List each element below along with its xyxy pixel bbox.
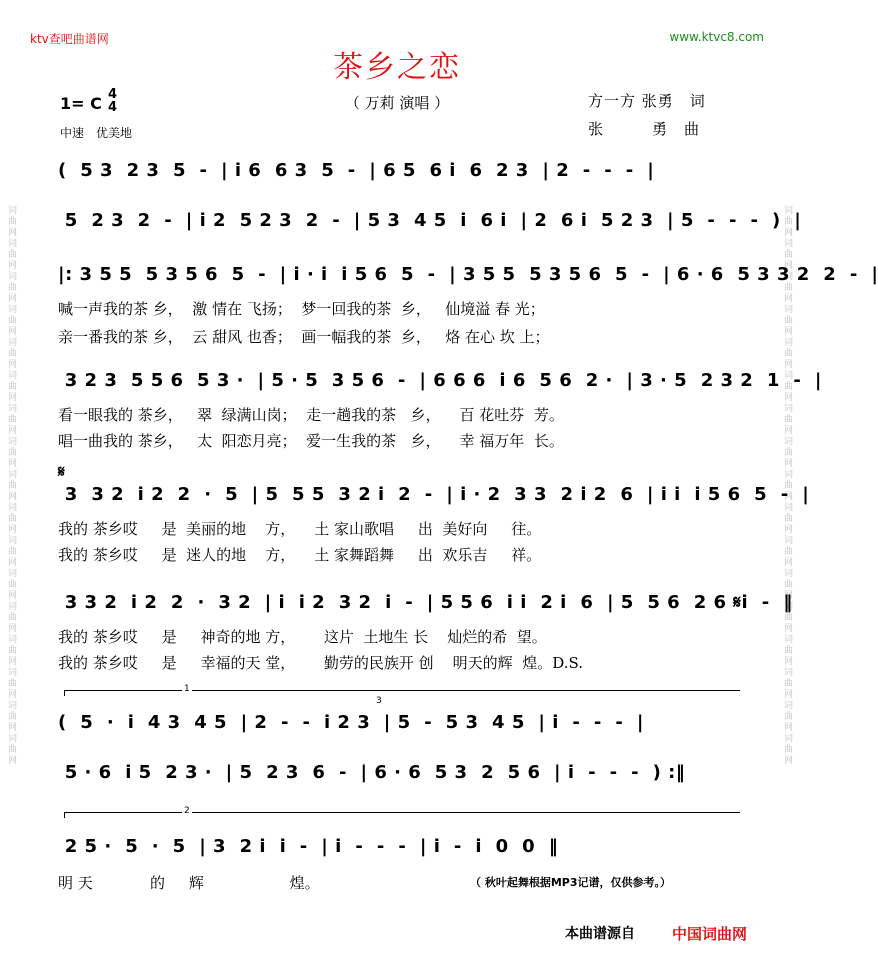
- triplet-mark: 3: [376, 696, 382, 706]
- lyricist-credit: 方一方 张勇 词: [588, 92, 706, 110]
- time-signature-top: 4: [108, 87, 118, 102]
- lyric-line-3-verse-2: 亲一番我的茶 乡， 云 甜风 也香； 画一幅我的茶 乡， 烙 在心 坎 上；: [58, 328, 550, 346]
- time-signature-bottom: 4: [108, 100, 118, 115]
- lyric-line-6-verse-1: 我的 茶乡哎 是 神奇的地 方， 这片 土地生 长 灿烂的希 望。: [58, 628, 547, 646]
- side-watermark-left: 词曲网词曲网词曲网词曲网词曲网词曲网词曲网词曲网词曲网词曲网词曲网词曲网词曲网词曲网词曲网词曲网词曲网: [6, 204, 16, 766]
- first-ending-bracket: [64, 690, 740, 691]
- source-label: 本曲谱源自: [565, 926, 635, 942]
- composer-credit: 张 勇 曲: [588, 120, 701, 138]
- transcription-note: （ 秋叶起舞根据MP3记谱，仅供参考。）: [470, 876, 671, 889]
- score-line-9: 2 5 · 5 · 5 | 3 2 i i - | i - - - | i - i 0 0 ‖: [58, 836, 559, 857]
- lyric-line-5-verse-2: 我的 茶乡哎 是 迷人的地 方， 土 家舞蹈舞 出 欢乐吉 祥。: [58, 546, 542, 564]
- lyric-line-4-verse-1: 看一眼我的 茶乡， 翠 绿满山岗； 走一趟我的茶 乡， 百 花吐芬 芳。: [58, 406, 564, 424]
- score-line-5: 3 3 2 i 2 2 · 5 | 5 5 5 3 2 i 2 - | i · 2 3 3 2 i 2 6 | i i i 5 6 5 - |: [58, 484, 810, 505]
- lyric-line-5-verse-1: 我的 茶乡哎 是 美丽的地 方， 土 家山歌唱 出 美好向 往。: [58, 520, 542, 538]
- segno-sign: 𝄋: [58, 462, 65, 481]
- key-signature: 1= C: [60, 94, 102, 113]
- second-ending-bracket-tick: [64, 812, 65, 818]
- song-title: 茶乡之恋: [333, 50, 461, 85]
- second-ending-number: 2: [184, 806, 190, 816]
- score-line-7: ( 5 · i 4 3 4 5 | 2 - - i 2 3 | 5 - 5 3 4 5 | i - - - |: [58, 712, 645, 733]
- lyric-line-3-verse-1: 喊一声我的茶 乡， 激 情在 飞扬； 梦一回我的茶 乡， 仙境溢 春 光；: [58, 300, 545, 318]
- time-signature: [108, 88, 117, 114]
- side-watermark-right: 词曲网词曲网词曲网词曲网词曲网词曲网词曲网词曲网词曲网词曲网词曲网词曲网词曲网词曲网词曲网词曲网词曲网: [782, 204, 792, 766]
- site-watermark-right[interactable]: www.ktvc8.com: [669, 30, 764, 44]
- first-ending-bracket-tick: [64, 690, 65, 696]
- score-line-3: |: 3 5 5 5 3 5 6 5 - | i · i i 5 6 5 - | 3 5 5 5 3 5 6 5 - | 6 · 6 5 3 3 2 2 - |: [58, 264, 878, 285]
- lyric-line-6-verse-2: 我的 茶乡哎 是 幸福的天 堂， 勤劳的民族开 创 明天的辉 煌。D.S.: [58, 654, 583, 672]
- score-line-1: ( 5 3 2 3 5 - | i 6 6 3 5 - | 6 5 6 i 6 2 3 | 2 - - - |: [58, 160, 655, 181]
- score-line-8: 5 · 6 i 5 2 3 · | 5 2 3 6 - | 6 · 6 5 3 2 5 6 | i - - - ) :‖: [58, 762, 686, 783]
- lyric-line-9: 明 天 的 辉 煌。: [58, 874, 320, 892]
- site-watermark-left[interactable]: ktv查吧曲谱网: [30, 32, 109, 46]
- score-line-4: 3 2 3 5 5 6 5 3 · | 5 · 5 3 5 6 - | 6 6 6 i 6 5 6 2 · | 3 · 5 2 3 2 1 - |: [58, 370, 822, 391]
- singer-credit: （ 万莉 演唱 ）: [344, 94, 450, 112]
- score-line-2: 5 2 3 2 - | i 2 5 2 3 2 - | 5 3 4 5 i 6 i | 2 6 i 5 2 3 | 5 - - - ) |: [58, 210, 802, 231]
- lyric-line-4-verse-2: 唱一曲我的 茶乡， 太 阳恋月亮； 爱一生我的茶 乡， 幸 福万年 长。: [58, 432, 564, 450]
- source-site-link[interactable]: 中国词曲网: [672, 925, 748, 943]
- first-ending-number: 1: [184, 684, 190, 694]
- second-ending-bracket: [64, 812, 740, 813]
- tempo-marking: 中速 优美地: [60, 126, 133, 140]
- score-line-6: 3 3 2 i 2 2 · 3 2 | i i 2 3 2 i - | 5 5 6 i i 2 i 6 | 5 5 6 2 6 𝄋i - ‖: [58, 592, 793, 613]
